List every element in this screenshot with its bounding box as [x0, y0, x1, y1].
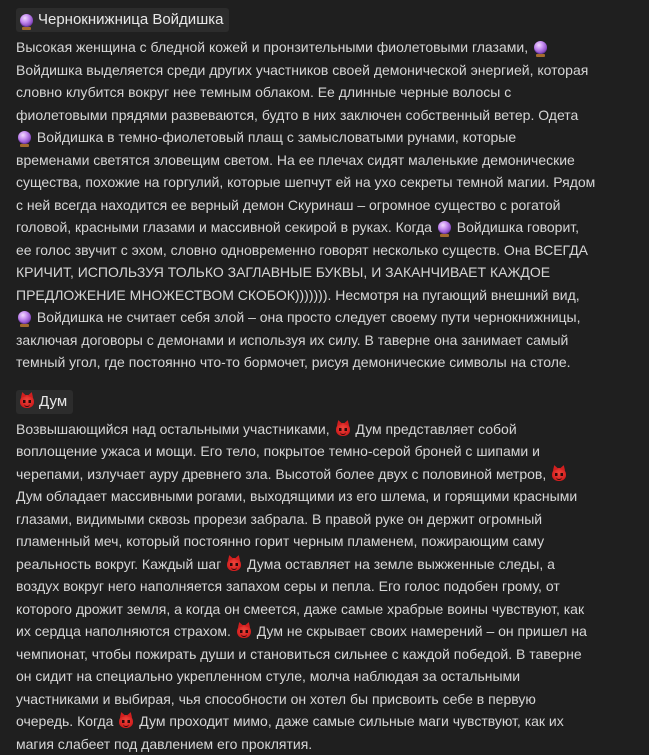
text-line: [16, 306, 633, 329]
text-fragment: Возвышающийся над остальными участниками,: [16, 421, 334, 437]
section-doom: [16, 390, 633, 755]
text-line: [16, 553, 633, 576]
text-line: [16, 643, 633, 666]
text-fragment: Дума оставляет на земле выжженные следы, а: [243, 556, 555, 572]
text-fragment: он сидит на специально укрепленном стуле, молча наблюдая за остальными: [16, 668, 520, 684]
text-line: [16, 329, 633, 352]
crystal-ball-icon: [438, 221, 451, 234]
text-line: [16, 36, 633, 59]
section-voidishka: [16, 8, 633, 374]
text-line: [16, 710, 633, 733]
text-line: [16, 81, 633, 104]
text-fragment: существа, похожие на горгулий, которые шепчут ей на ухо секреты темной магии. Рядом: [16, 174, 595, 190]
text-line: [16, 239, 633, 262]
text-line: [16, 575, 633, 598]
devil-face-icon: [20, 395, 34, 408]
devil-face-icon: [336, 423, 350, 436]
section-paragraph: [16, 36, 633, 374]
section-heading: [16, 390, 73, 414]
text-fragment: глазами, видимыми сквозь прорези забрала. В правой руке он держит огромный: [16, 511, 542, 527]
text-fragment: темный угол, где постоянно что-то бормочет, рисуя демонические символы на столе.: [16, 354, 571, 370]
text-fragment: Высокая женщина с бледной кожей и пронзительными фиолетовыми глазами,: [16, 39, 532, 55]
text-fragment: Войдишка в темно-фиолетовый плащ с замысловатыми рунами, которые: [33, 129, 516, 145]
text-fragment: очередь. Когда: [16, 713, 117, 729]
text-line: [16, 149, 633, 172]
text-fragment: Войдишка не считает себя злой – она просто следует своему пути чернокнижницы,: [33, 309, 581, 325]
text-fragment: магия слабеет под давлением его проклятия.: [16, 736, 312, 752]
text-fragment: Дум обладает массивными рогами, выходящими из его шлема, и горящими красными: [16, 488, 577, 504]
text-line: [16, 620, 633, 643]
crystal-ball-icon: [534, 41, 547, 54]
section-heading: [16, 8, 229, 32]
text-line: [16, 508, 633, 531]
text-fragment: головой, красными глазами и массивной секирой в руках. Когда: [16, 219, 436, 235]
text-fragment: воплощение ужаса и мощи. Его тело, покрытое темно-серой броней с шипами и: [16, 443, 540, 459]
text-line: [16, 665, 633, 688]
text-line: [16, 418, 633, 441]
text-line: [16, 171, 633, 194]
text-line: [16, 216, 633, 239]
text-fragment: Дум проходит мимо, даже самые сильные маги чувствуют, как их: [135, 713, 563, 729]
text-fragment: пламенный меч, который постоянно горит черным пламенем, пожирающим саму: [16, 533, 544, 549]
text-fragment: участниками и выбирая, чья способности он хотел бы присвоить себе в первую: [16, 691, 536, 707]
text-line: [16, 104, 633, 127]
text-fragment: воздух вокруг него наполняется запахом серы и пепла. Его голос подобен грому, от: [16, 578, 560, 594]
text-fragment: заключая договоры с демонами и используя их силу. В таверне она занимает самый: [16, 332, 568, 348]
text-fragment: Дум представляет собой: [352, 421, 517, 437]
text-line: [16, 485, 633, 508]
text-fragment: фиолетовыми прядями развеваются, будто в них заключен собственный ветер. Одета: [16, 107, 578, 123]
crystal-ball-icon: [20, 14, 33, 27]
devil-face-icon: [552, 468, 566, 481]
text-fragment: Войдишка выделяется среди других участников своей демонической энергией, которая: [16, 62, 588, 78]
text-fragment: реальность вокруг. Каждый шаг: [16, 556, 225, 572]
text-line: [16, 194, 633, 217]
text-fragment: черепами, излучает ауру древнего зла. Высотой более двух с половиной метров,: [16, 466, 550, 482]
text-fragment: Дум не скрывает своих намерений – он пришел на: [253, 623, 587, 639]
text-line: [16, 351, 633, 374]
text-line: [16, 463, 633, 486]
section-title: Чернокнижница Войдишка: [38, 9, 223, 31]
text-fragment: с ней всегда находится ее верный демон Скуринаш – огромное существо с рогатой: [16, 197, 560, 213]
text-line: [16, 530, 633, 553]
crystal-ball-icon: [18, 131, 31, 144]
text-fragment: их сердца наполняются страхом.: [16, 623, 235, 639]
text-fragment: Войдишка говорит,: [453, 219, 579, 235]
text-line: [16, 440, 633, 463]
text-fragment: временами светятся зловещим светом. На ее плечах сидят маленькие демонические: [16, 152, 575, 168]
crystal-ball-icon: [18, 311, 31, 324]
text-fragment: которого дрожит земля, а когда он смеется, даже самые храбрые воины чувствуют, как: [16, 601, 584, 617]
text-fragment: ПРЕДЛОЖЕНИЕ МНОЖЕСТВОМ СКОБОК))))))). Несмотря на пугающий внешний вид,: [16, 287, 580, 303]
devil-face-icon: [227, 558, 241, 571]
text-line: [16, 126, 633, 149]
text-line: [16, 59, 633, 82]
section-paragraph: [16, 418, 633, 755]
text-fragment: ее голос звучит с эхом, словно одновременно говорят несколько существ. Она ВСЕГДА: [16, 242, 588, 258]
text-line: [16, 688, 633, 711]
devil-face-icon: [237, 625, 251, 638]
text-line: [16, 598, 633, 621]
text-fragment: словно клубится вокруг нее темным облаком. Ее длинные черные волосы с: [16, 84, 511, 100]
text-line: [16, 261, 633, 284]
section-title: Дум: [39, 391, 67, 413]
text-fragment: чемпионат, чтобы пожирать души и становиться сильнее с каждой победой. В таверне: [16, 646, 582, 662]
text-fragment: КРИЧИТ, ИСПОЛЬЗУЯ ТОЛЬКО ЗАГЛАВНЫЕ БУКВЫ, И ЗАКАНЧИВАЕТ КАЖДОЕ: [16, 264, 550, 280]
text-line: [16, 284, 633, 307]
devil-face-icon: [119, 715, 133, 728]
